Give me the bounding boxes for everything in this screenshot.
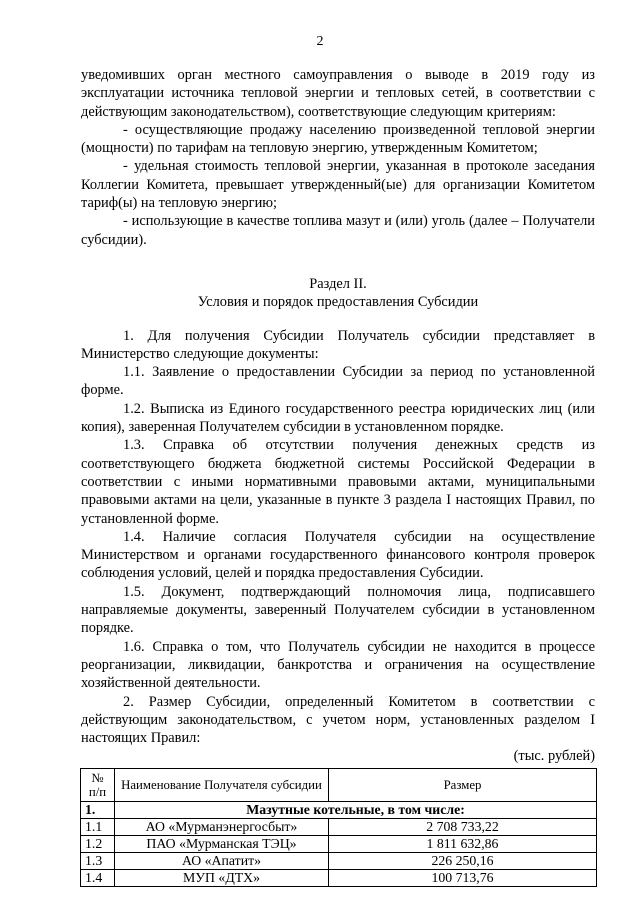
row-number: 1.2 xyxy=(81,835,115,852)
numbered-item: 1.4. Наличие согласия Получателя субсидии на осуществление Министерством и органами государственного финансового контроля проверок соблюдения условий, целей и порядка предоставления Субсидии. xyxy=(81,528,595,582)
row-name: АО «Апатит» xyxy=(115,852,329,869)
numbered-item: 1.2. Выписка из Единого государственного реестра юридических лиц (или копия), заверенная Получателем субсидии в установленном порядке. xyxy=(81,400,595,436)
table-row xyxy=(81,835,597,852)
header-amount: Размер xyxy=(329,768,597,801)
document-body xyxy=(81,66,595,887)
row-amount: 1 811 632,86 xyxy=(329,835,597,852)
table-header-row xyxy=(81,768,597,801)
numbered-item: 2. Размер Субсидии, определенный Комитетом в соответствии с действующим законодательством, с учетом норм, установленных разделом I настоящих Правил: xyxy=(81,693,595,747)
row-name: МУП «ДТХ» xyxy=(115,869,329,886)
criterion-item: - удельная стоимость тепловой энергии, указанная в протоколе заседания Коллегии Комитета, превышает утвержденный(ые) для организации Комитетом тариф(ы) на тепловую энергию; xyxy=(81,158,595,212)
category-label: Мазутные котельные, в том числе: xyxy=(115,801,597,818)
row-name: АО «Мурманэнергосбыт» xyxy=(115,818,329,835)
numbered-item: 1.1. Заявление о предоставлении Субсидии за период по установленной форме. xyxy=(81,364,595,399)
table-row xyxy=(81,818,597,835)
criterion-item: - использующие в качестве топлива мазут и (или) уголь (далее – Получатели субсидии). xyxy=(81,213,595,248)
numbered-item: 1. Для получения Субсидии Получатель субсидии представляет в Министерство следующие документы: xyxy=(81,327,595,362)
numbered-item: 1.6. Справка о том, что Получатель субсидии не находится в процессе реорганизации, ликвидации, банкротства и ограничения на осуществление хозяйственной деятельности. xyxy=(81,638,595,692)
header-number: № п/п xyxy=(81,768,115,801)
header-name: Наименование Получателя субсидии xyxy=(115,768,329,801)
row-number: 1.3 xyxy=(81,852,115,869)
row-amount: 100 713,76 xyxy=(329,869,597,886)
section-number: Раздел II. xyxy=(309,275,367,292)
row-amount: 2 708 733,22 xyxy=(329,818,597,835)
numbered-item: 1.3. Справка об отсутствии получения денежных средств из соответствующего бюджета бюджетной системы Российской Федерации в соответствии с иными нормативными правовыми актами, муниципальными правовыми актами на цели, указанные в пункте 3 раздела I настоящих Правил, по установленной форме. xyxy=(81,437,595,527)
subsidy-table xyxy=(80,768,597,887)
row-name: ПАО «Мурманская ТЭЦ» xyxy=(115,835,329,852)
row-amount: 226 250,16 xyxy=(329,852,597,869)
page-number: 2 xyxy=(316,34,324,49)
table-row xyxy=(81,852,597,869)
numbered-item: 1.5. Документ, подтверждающий полномочия лица, подписавшего направляемые документы, заверенный Получателем субсидии в установленном порядке. xyxy=(81,583,595,637)
table-row xyxy=(81,869,597,886)
paragraph-continuation: уведомивших орган местного самоуправления о выводе в 2019 году из эксплуатации источника тепловой энергии и тепловых сетей, в соответствии с действующим законодательством), соответствующие следующим критериям: xyxy=(81,67,595,120)
table-category-row xyxy=(81,801,597,818)
criterion-item: - осуществляющие продажу населению произведенной тепловой энергии (мощности) по тарифам на тепловую энергию, утвержденным Комитетом; xyxy=(81,121,595,157)
section-title: Условия и порядок предоставления Субсидии xyxy=(197,294,479,311)
row-number: 1.1 xyxy=(81,818,115,835)
unit-label: (тыс. рублей) xyxy=(513,748,595,765)
category-number: 1. xyxy=(81,801,115,818)
row-number: 1.4 xyxy=(81,869,115,886)
